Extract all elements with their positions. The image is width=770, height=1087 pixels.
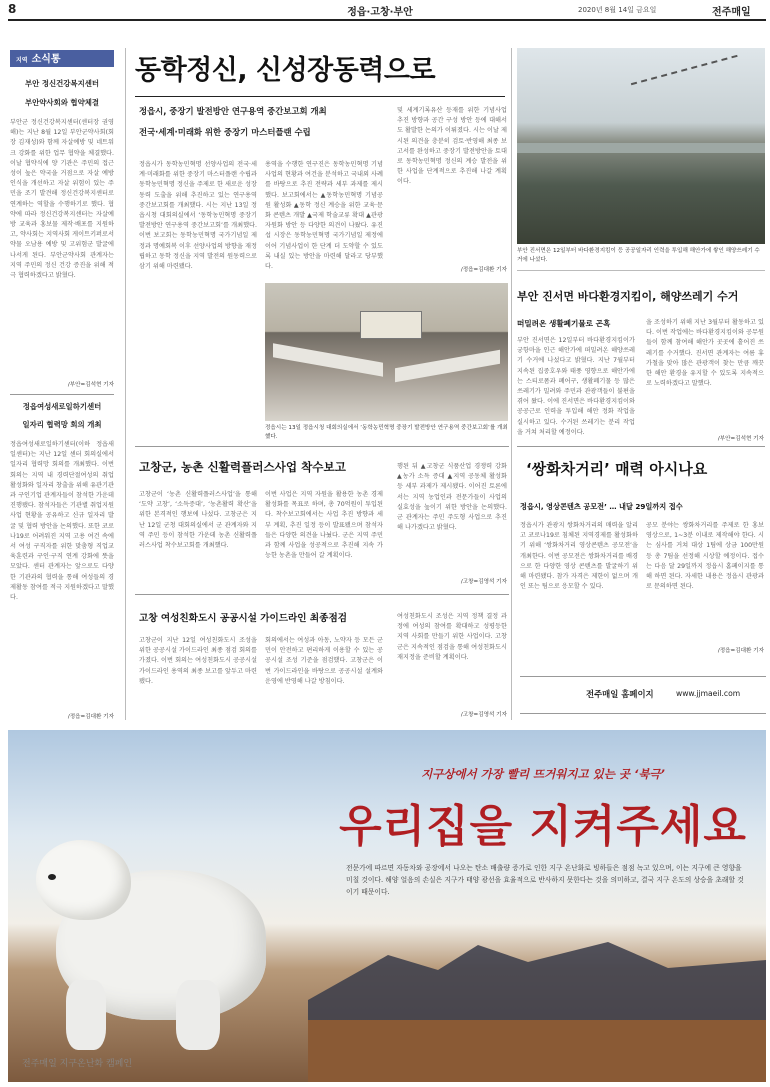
bear-head-shape	[36, 840, 131, 920]
page-number: 8	[8, 2, 17, 16]
screen-shape	[360, 311, 422, 339]
sidebar-item2-head1: 정읍여성새로일하기센터	[22, 402, 102, 411]
sidebar-item1-byline: /부안=김석현 기자	[67, 382, 114, 388]
beach-body-col2: 을 조성하기 위해 지난 3월부터 활동하고 있다. 이번 작업에는 바다환경지킴이와 공무원들이 함께 참여해 해안가 곳곳에 흩어진 쓰레기를 수거했다. 진서면 관계자는 여름 휴가철을 맞아 많은 관광객이 찾는 만큼 깨끗한 해안 환경을 유지할 수 있도록 지속적으로 노력하겠다고 말했다.	[646, 319, 764, 388]
meeting-photo	[265, 283, 508, 421]
middle-rule-left	[135, 446, 509, 447]
sidebar-item2-byline: /정읍=김대환 기자	[67, 714, 114, 720]
sidebar-tag	[10, 50, 114, 67]
sidebar-tag-label: 소식통	[31, 54, 61, 65]
beach-headline: 부안 진서면 바다환경지킴이, 해양쓰레기 수거	[517, 290, 739, 303]
beach-byline: /부안=김석현 기자	[717, 436, 764, 442]
bear-leg-front	[66, 980, 106, 1050]
ad-credit: 전주매일 지구온난화 캠페인	[22, 1059, 133, 1069]
beach-photo	[517, 48, 765, 244]
sidebar-item2-head2: 일자리 협력망 회의 개최	[22, 420, 102, 429]
gochang-rule	[135, 594, 509, 595]
table-left	[273, 343, 383, 376]
gochang-body-col2: 이번 사업은 지역 자원을 활용한 농촌 경제 활성화를 목표로 하며, 총 70억원이 투입된다. 착수보고회에서는 사업 추진 방향과 세부 계획, 추진 일정 등이 발표됐으며 참석자들은 다양한 의견을 나눴다. 군은 지역 주민과 함께 사업을 성공적으로 추진해 지속 가능한 농촌을 만들어 갈 계획이다.	[265, 491, 383, 560]
homepage-url[interactable]: www.jjmaeil.com	[676, 689, 741, 698]
homepage-label: 전주매일 홈페이지	[586, 689, 654, 699]
gochang-body-col1: 고창군이 ‘농촌 신활력플러스사업’을 통해 ‘도약 고창’, ‘소득증대’, ‘농촌활력 확산’을 위한 본격적인 행보에 나섰다. 고창군은 지난 12일 군청 대회의실에서 군 관계자와 지역 주민 등이 참석한 가운데 농촌 신활력플러스사업 착수보고회를 개최했다.	[139, 491, 257, 550]
lead-subtitle-1: 정읍시, 중장기 발전방안 연구용역 중간보고회 개최	[139, 106, 327, 116]
contest-body-col2: 공모 분야는 쌍화차거리를 주제로 한 홍보 영상으로, 1~3분 이내로 제작해야 한다. 시는 심사를 거쳐 대상 1팀에 상금 100만원 등 총 7팀을 선정해 시상할 예정이다. 접수는 다음 달 29일까지 정읍시 홈페이지를 통해 하면 된다. 자세한 내용은 정읍시 관광과로 문의하면 된다.	[646, 522, 764, 591]
sidebar-item1-head2: 부안약사회와 협약체결	[25, 98, 99, 107]
table-right	[395, 350, 500, 383]
homepage-box	[520, 676, 766, 714]
campaign-ad	[8, 730, 766, 1082]
shoreline-shape	[517, 143, 765, 153]
lead-rule	[135, 96, 505, 97]
ad-headline: 우리집을 지켜주세요	[339, 801, 747, 852]
brand-name: 전주매일	[712, 7, 751, 18]
contest-subtitle: 정읍시, 영상콘텐츠 공모전’ … 내달 29일까지 접수	[520, 502, 683, 511]
mountain-range-shape	[308, 942, 766, 1020]
gochang-body-col3: 행된 뒤 ▲고창군 식품산업 경쟁력 강화 ▲농가 소득 증대 ▲지역 공동체 활성화 등 세부 과제가 제시됐다. 이어진 토론에서는 지역 농업인과 전문가들이 사업의 실효성을 높이기 위한 방안을 논의했다. 군 관계자는 주민 주도형 사업으로 추진해 나가겠다고 밝혔다.	[397, 463, 507, 532]
lead-photo-caption: 정읍시는 13일 정읍시청 대회의실에서 ‘동학농민혁명 중장기 발전방안 연구용역 중간보고회’를 개최했다.	[265, 425, 508, 440]
contest-headline: ‘쌍화차거리’ 매력 아시나요	[526, 460, 708, 478]
polar-bear-illustration	[26, 830, 276, 1060]
gochang2-body-col3: 여성친화도시 조성은 지역 정책 결정 과정에 여성의 참여를 확대하고 성평등한 지역 사회를 만들기 위한 사업이다. 고창군은 지속적인 점검을 통해 여성친화도시 재지정을 준비할 계획이다.	[397, 613, 507, 661]
sidebar-item1-head1: 부안 정신건강복지센터	[25, 79, 99, 88]
middle-rule-right	[517, 446, 765, 447]
gochang2-body-col2: 회의에서는 여성과 아동, 노약자 등 모든 군민이 안전하고 편리하게 이용할 수 있는 공공시설 조성 기준을 점검했다. 고창군은 이번 가이드라인을 바탕으로 공공시설 설계와 운영에 반영해 나갈 방침이다.	[265, 637, 383, 685]
lead-body-col1: 정읍시가 동학농민혁명 선양사업의 전국·세계·미래화를 위한 중장기 마스터플랜 수립과 동학농민혁명 정신을 주제로 한 새로운 성장동력 도출을 위해 추진하고 있는 연구용역 중간보고회를 개최했다. 시는 지난 13일 정읍시청 대회의실에서 ‘동학농민혁명 중장기 발전방안 연구용역 중간보고회’를 개최했다. 이번 보고회는 동학농민혁명 국가기념일 제정과 명예회복 이후 선양사업의 방향을 재정립하고 동학 정신을 지역 발전의 원동력으로 삼기 위해 마련됐다.	[139, 161, 257, 271]
bear-leg-back	[176, 980, 220, 1050]
sidebar-tag-small: 지역	[16, 57, 28, 64]
sidebar-column-rule	[125, 48, 126, 720]
gochang-headline: 고창군, 농촌 신활력플러스사업 착수보고	[139, 460, 346, 474]
issue-date: 2020년 8월 14일 금요일	[578, 6, 657, 14]
contest-byline: /정읍=김대환 기자	[717, 648, 764, 654]
beach-photo-caption: 부안 진서면은 12일부터 바다환경지킴이 등 공공일자리 인력을 투입해 해안가에 쌓인 해양쓰레기 수거에 나섰다.	[517, 248, 760, 263]
desert-ground-shape	[308, 1020, 766, 1082]
beach-body-col1: 부안 진서면은 12일부터 바다환경지킴이가 궁항마을 인근 해안가에 떠밀려온 해양쓰레기 수거에 나섰다고 밝혔다. 지난 7월부터 지속된 집중호우와 태풍 영향으로 해안가에는 스티로폼과 폐어구, 생활폐기물 등 많은 쓰레기가 밀려와 주민과 관광객들이 불편을 겪어 왔다. 이에 진서면은 바다환경지킴이와 공공근로 인력을 투입해 해안 정화 작업을 실시하고 있다. 수거된 쓰레기는 분리 작업을 거쳐 처리할 예정이다.	[517, 337, 635, 436]
lead-byline: /정읍=김대환 기자	[460, 267, 507, 273]
gochang2-byline: /고창=김영석 기자	[460, 712, 507, 718]
sidebar-item2-body: 정읍여성새로일하기센터(이하 정읍새일센터)는 지난 12일 센터 회의실에서 일자리 협력망 회의를 개최했다. 이번 회의는 지역 내 경력단절여성의 취업 활성화와 일자리 창출을 위해 유관기관과 구인기업 관계자들이 참석한 가운데 진행됐다. 참석자들은 기관별 취업지원 사업 현황을 공유하고 신규 일자리 발굴 및 협력 방안을 논의했다. 또한 코로나19로 어려워진 지역 고용 여건 속에서 여성 구직자를 위한 맞춤형 직업교육훈련과 구인·구직 연계 강화에 뜻을 모았다. 센터 관계자는 앞으로도 다양한 기관과의 협력을 통해 여성들의 경제활동 참여를 적극 지원하겠다고 말했다.	[10, 441, 114, 602]
gochang2-body-col1: 고창군이 지난 12일 여성친화도시 조성을 위한 공공시설 가이드라인 최종 점검 회의를 가졌다. 이번 회의는 여성친화도시 공공시설 가이드라인 용역의 최종 보고를 앞두고 마련됐다.	[139, 637, 257, 685]
bear-nose-shape	[48, 874, 56, 880]
lead-subtitle-2: 전국·세계·미래화 위한 중장기 마스터플랜 수립	[139, 127, 311, 137]
ad-tagline: 지구상에서 가장 빨리 뜨거워지고 있는 곳 ‘북극’	[421, 767, 665, 781]
lead-body-col3: 및 세계기록유산 등재를 위한 기념사업 추진 방향과 공간 구성 방안 등에 대해서도 활발한 논의가 이뤄졌다. 시는 이날 제시된 의견을 충분히 검토·반영해 최종 보고서를 완성하고 중장기 발전방안을 토대로 동학농민혁명 정신의 계승 발전을 위한 사업을 단계적으로 추진해 나갈 계획이다.	[397, 107, 507, 186]
right-rule	[517, 270, 765, 271]
lead-headline: 동학정신, 신성장동력으로	[135, 55, 436, 86]
ad-body: 전문가에 따르면 자동차와 공장에서 나오는 탄소 배출량 증가로 인한 지구 온난화로 빙하들은 점점 녹고 있으며, 이는 지구에 큰 영향을 미칠 것이다. 해양 얼음의 손실은 지구가 태양 광선을 효율적으로 반사하지 못한다는 것을 의미하고, 결국 지구 온도의 상승을 초래할 것이기 때문이다.	[346, 864, 744, 896]
section-title: 정읍·고창·부안	[347, 7, 413, 18]
gochang2-headline: 고창 여성친화도시 공공시설 가이드라인 최종점검	[139, 613, 347, 624]
contest-body-col1: 정읍시가 관광지 쌍화차거리의 매력을 알리고 코로나19로 침체된 지역경제를 활성화하기 위해 ‘쌍화차거리 영상콘텐츠 공모전’을 개최한다. 이번 공모전은 쌍화차거리를 배경으로 한 다양한 영상 콘텐츠를 발굴하기 위해 마련됐다. 참가 자격은 제한이 없으며 개인 또는 팀으로 응모할 수 있다.	[520, 522, 638, 591]
lead-body-col2: 용역을 수행한 연구진은 동학농민혁명 기념사업의 현황과 여건을 분석하고 국내외 사례를 바탕으로 추진 전략과 세부 과제를 제시했다. 보고회에서는 ▲동학농민혁명 기념공원 활성화 ▲동학 정신 계승을 위한 교육·문화 콘텐츠 개발 ▲국제 학술교류 확대 ▲관광 자원화 방안 등 다양한 의견이 나왔다. 유진섭 시장은 동학농민혁명 국가기념일 제정에 이어 기념사업이 한 단계 더 도약할 수 있도록 내실 있는 방안을 마련해 달라고 당부했다.	[265, 161, 383, 271]
sidebar-divider	[10, 394, 114, 395]
gochang-byline: /고창=김영석 기자	[460, 579, 507, 585]
sidebar-item1-body: 부안군 정신건강복지센터(센터장 권영해)는 지난 8월 12일 부안군약사회(회장 김재성)와 함께 자살예방 및 네트워크 강화를 위한 업무 협약을 체결했다. 이날 협약식에 양 기관은 주민의 접근성이 높은 약국을 거점으로 자살 예방 인식을 개선하고 자살 위험이 있는 주민을 조기 발견해 정신건강복지센터로 연계하는 역할을 수행하기로 했다. 협약에 따라 정신건강복지센터는 자살예방 교육과 홍보물 제작·배포를 지원하고, 약사회는 지역사회 게이트키퍼로서 약물 오남용 예방 및 고위험군 발굴에 나서게 된다. 부안군약사회 관계자는 지역 주민의 정신 건강 증진을 위해 적극 협력하겠다고 밝혔다.	[10, 119, 114, 280]
beach-subhead: 떠밀려온 생활폐기물로 곤혹	[517, 319, 611, 328]
pier-shape	[631, 55, 753, 143]
main-column-rule	[511, 48, 512, 720]
header-rule	[8, 19, 766, 21]
